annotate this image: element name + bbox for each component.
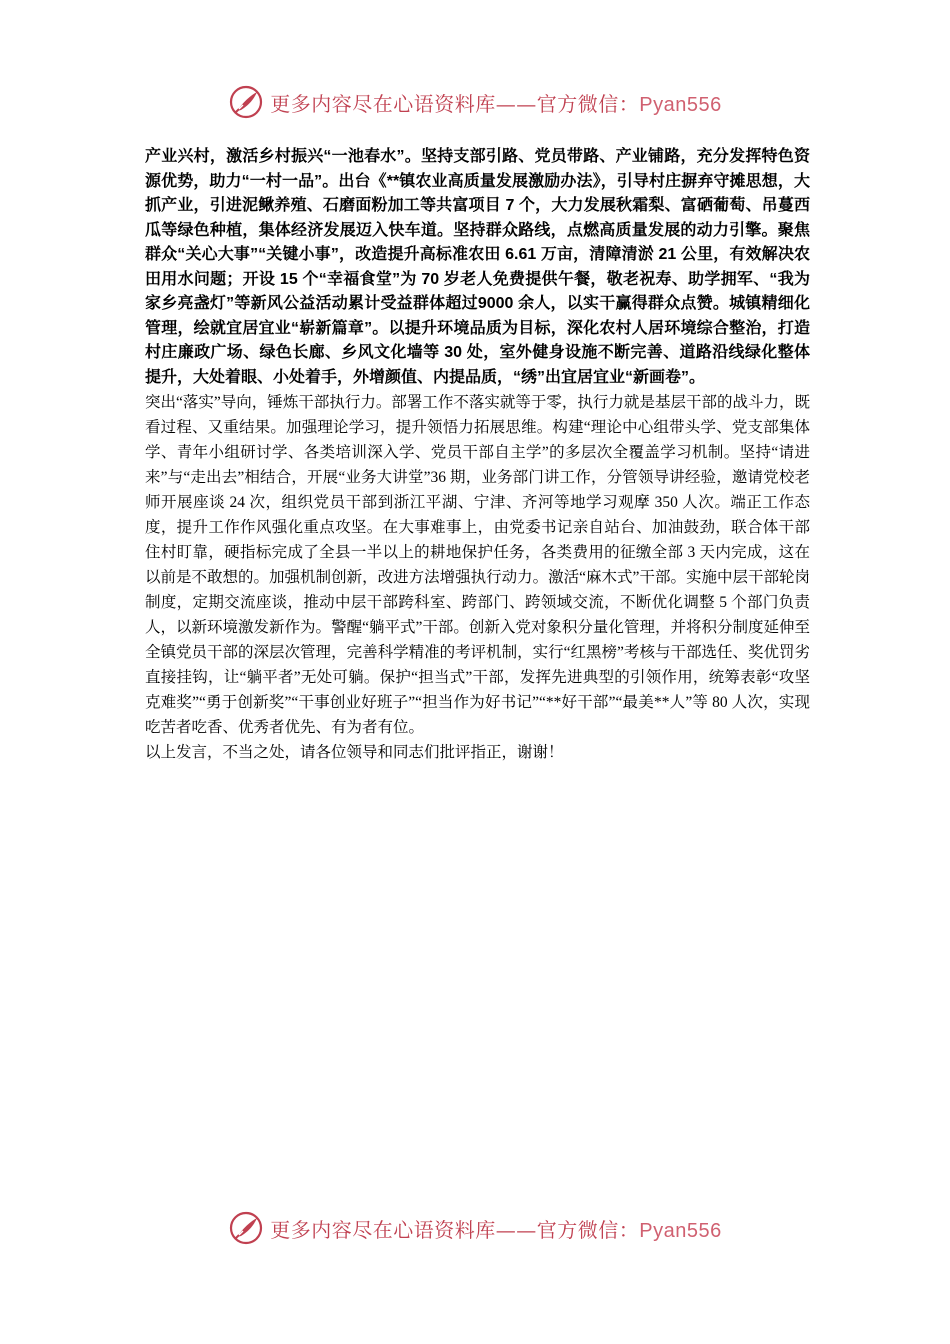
paragraph-implementation: 突出“落实”导向，锤炼干部执行力。部署工作不落实就等于零，执行力就是基层干部的战斗力，既看过程、又重结果。加强理论学习，提升领悟力拓展思维。构建“理论中心组带头学、党支部集体学、青年小组研讨学、各类培训深入学、党员干部自主学”的多层次全覆盖学习机制。坚持“请进来”与“走出去”相结合，开展“业务大讲堂”36 期，业务部门讲工作，分管领导讲经验，邀请党校老师开展座谈 24 次，组织党员干部到浙江平湖、宁津、齐河等地学习观摩 350 人次。端正工作态度，提升工作作风强化重点攻坚。在大事难事上，由党委书记亲自站台、加油鼓劲，联合体干部住村盯靠，硬指标完成了全县一半以上的耕地保护任务，各类费用的征缴全部 3 天内完成，这在以前是不敢想的。加强机制创新，改进方法增强执行动力。激活“麻木式”干部。实施中层干部轮岗制度，定期交流座谈，推动中层干部跨科室、跨部门、跨领域交流，不断优化调整 5 个部门负责人，以新环境激发新作为。警醒“躺平式”干部。创新入党对象积分量化管理，并将积分制度延伸至全镇党员干部的深层次管理，完善科学精准的考评机制，实行“红黑榜”考核与干部选任、奖优罚劣直接挂钩，让“躺平者”无处可躺。保护“担当式”干部，发挥先进典型的引领作用，统筹表彰“攻坚克难奖”“勇于创新奖”“干事创业好班子”“担当作为好书记”“**好干部”“最美**人”等 80 人次，实现吃苦者吃香、优秀者优先、有为者有位。: [145, 394, 810, 736]
paragraph-closing: 以上发言，不当之处，请各位领导和同志们批评指正，谢谢！: [145, 744, 564, 761]
pen-feather-logo-icon: [228, 84, 264, 120]
document-body: [145, 145, 810, 765]
footer-watermark-text: 更多内容尽在心语资料库——官方微信：Pyan556: [270, 1217, 722, 1242]
pen-feather-logo-icon: [228, 1210, 264, 1246]
header-watermark-text: 更多内容尽在心语资料库——官方微信：Pyan556: [270, 91, 722, 116]
header-watermark: [0, 82, 950, 122]
footer-watermark: [0, 1208, 950, 1248]
paragraph-industry: 产业兴村，激活乡村振兴“一池春水”。坚持支部引路、党员带路、产业铺路，充分发挥特色资源优势，助力“一村一品”。出台《**镇农业高质量发展激励办法》，引导村庄摒弃守摊思想，大抓产业，引进泥鳅养殖、石磨面粉加工等共富项目 7 个，大力发展秋霜梨、富硒葡萄、吊蔓西瓜等绿色种植，集体经济发展迈入快车道。坚持群众路线，点燃高质量发展的动力引擎。聚焦群众“关心大事”“关键小事”，改造提升高标准农田 6.61 万亩，清障清淤 21 公里，有效解决农田用水问题；开设 15 个“幸福食堂”为 70 岁老人免费提供午餐，敬老祝寿、助学拥军、“我为家乡亮盏灯”等新风公益活动累计受益群体超过9000 余人，以实干赢得群众点赞。城镇精细化管理，绘就宜居宜业“崭新篇章”。以提升环境品质为目标，深化农村人居环境综合整治，打造村庄廉政广场、绿色长廊、乡风文化墙等 30 处，室外健身设施不断完善、道路沿线绿化整体提升，大处着眼、小处着手，外增颜值、内提品质，“绣”出宜居宜业“新画卷”。: [145, 148, 810, 386]
